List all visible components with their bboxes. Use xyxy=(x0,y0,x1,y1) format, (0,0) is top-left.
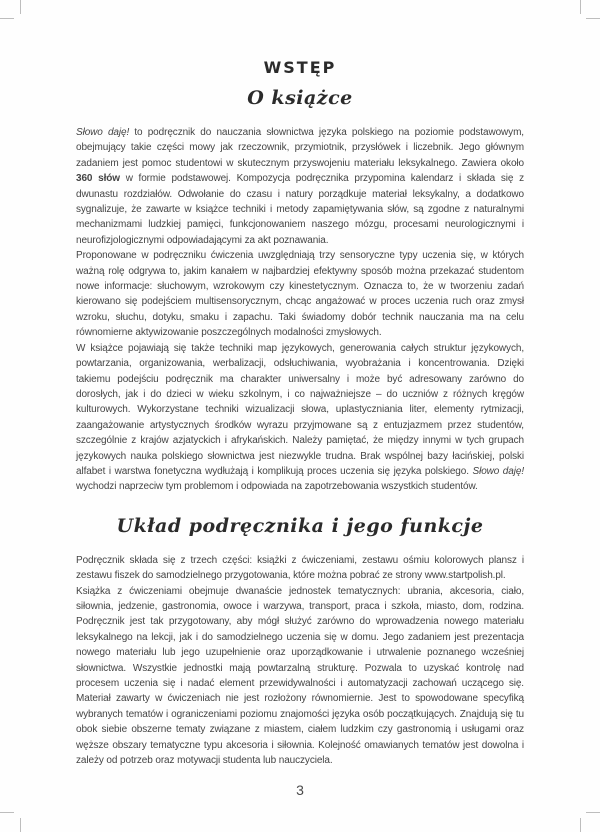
section-body-layout-functions xyxy=(76,553,524,769)
crop-mark-top-right-horizontal xyxy=(586,18,600,19)
text-run: Słowo daję! xyxy=(472,465,524,477)
text-run: W książce pojawiają się także techniki map językowych, generowania całych struktur językowych, powtarzania, organizowania, werbalizacji, odsłuchiwania, wyobrażania i koncentrowania. Dzięki takiemu podejściu podręcznik ma charakter uniwersalny i może być adresowany zarówno do dorosłych, jak i do dzieci w wieku szkolnym, i co najważniejsze – do uczniów z różnych kręgów kulturowych. Wykorzystane techniki wizualizacji słowa, uplastyczniania liter, elementy rytmizacji, zaangażowanie artystycznych środków wyrazu przyjmowane są z entuzjazmem przez studentów, szczególnie z krajów azjatyckich i afrykańskich. Należy pamiętać, że między innymi w tych grupach językowych nauka polskiego słownictwa jest niezwykle trudna. Brak wspólnej bazy łacińskiej, polski alfabet i warstwa fonetyczna wydłużają i komplikują proces uczenia się języka polskiego. xyxy=(76,342,524,477)
section-body-about-book xyxy=(76,125,524,495)
section-layout-functions xyxy=(76,515,524,769)
paragraph xyxy=(76,125,524,248)
paragraph xyxy=(76,584,524,769)
text-run: w formie podstawowej. Kompozycja podręcznika przypomina kalendarz i składa się z dwunastu rozdziałów. Odwołanie do czasu i natury porządkuje materiał leksykalny, a dodatkowo sygnalizuje, że zawarte w książce techniki i metody zapamiętywania słów, są zgodne z naturalnymi mechanizmami ludzkiej pamięci, funkcjonowaniem naszego mózgu, procesami neurologicznymi i neurofizjologicznymi odpowiadającymi za akt poznawania. xyxy=(76,173,524,246)
crop-mark-bottom-right-vertical xyxy=(580,818,581,832)
crop-mark-top-left-horizontal xyxy=(0,18,14,19)
crop-mark-bottom-left-vertical xyxy=(20,818,21,832)
section-heading-layout-functions: Układ podręcznika i jego funkcje xyxy=(116,514,484,537)
crop-mark-top-left-vertical xyxy=(20,0,21,14)
page-number: 3 xyxy=(296,782,304,798)
text-run: Książka z ćwiczeniami obejmuje dwanaście jednostek tematycznych: ubrania, akcesoria, ciało, siłownia, jedzenie, gastronomia, owoce i warzywa, transport, praca i szkoła, miasto, dom, rodzina. Podręcznik jest tak przygotowany, aby mógł służyć zarówno do wprowadzenia nowego materiału leksykalnego na lekcji, jak i do samodzielnego uczenia się w domu. Jego zadaniem jest prezentacja nowego materiału lub jego uzupełnienie oraz uporządkowanie i utrwalenie poznanego wcześniej słownictwa. Wszystkie jednostki mają powtarzalną strukturę. Pozwala to uzyskać kontrolę nad procesem uczenia się i nadać element przewidywalności i automatyzacji zachowań uczącego się. Materiał zawarty w ćwiczeniach nie jest rozłożony równomiernie. Jest to spowodowane specyfiką wybranych tematów i ograniczeniami poziomu znajomości języka osób początkujących. Znajdują się tu obok siebie obszerne tematy związane z miastem, ciałem ludzkim czy gastronomią i usługami oraz węższe obszary tematyczne typu akcesoria i siłownia. Kolejność omawianych tematów jest dowolna i zależy od potrzeb oraz motywacji studenta lub nauczyciela. xyxy=(76,585,524,767)
paragraph xyxy=(76,341,524,495)
page-content xyxy=(76,58,524,768)
section-about-book xyxy=(76,87,524,495)
text-run: 360 słów xyxy=(76,173,120,185)
crop-mark-top-right-vertical xyxy=(580,0,581,14)
text-run: Proponowane w podręczniku ćwiczenia uwzględniają trzy sensoryczne typy uczenia się, w których ważną rolę odgrywa to, jakim kanałem w najbardziej efektywny sposób można przekazać studentom nowe informacje: słuchowym, wzrokowym czy kinestetycznym. Oznacza to, że w tworzeniu zadań kierowano się podejściem multisensorycznym, chcąc angażować w proces uczenia ruch oraz zmysł wzroku, słuchu, dotyku, smaku i zapachu. Taki świadomy dobór technik nauczania ma na celu równomierne aktywizowanie poszczególnych modalności zmysłowych. xyxy=(76,250,524,339)
page-title: WSTĘP xyxy=(263,58,337,77)
crop-mark-bottom-left-horizontal xyxy=(0,812,14,813)
paragraph xyxy=(76,248,524,340)
text-run: wychodzi naprzeciw tym problemom i odpowiada na zapotrzebowania wszystkich studentów. xyxy=(76,481,478,493)
paragraph xyxy=(76,553,524,584)
crop-mark-bottom-right-horizontal xyxy=(586,812,600,813)
text-run: Podręcznik składa się z trzech części: książki z ćwiczeniami, zestawu ośmiu kolorowych plansz i zestawu fiszek do samodzielnego przygotowania, które można pobrać ze strony www.startpolish.pl. xyxy=(76,554,524,582)
section-heading-about-book: O książce xyxy=(247,87,353,109)
text-run: Słowo daję! xyxy=(76,127,130,138)
text-run: to podręcznik do nauczania słownictwa języka polskiego na poziomie podstawowym, obejmujący takie części mowy jak rzeczownik, przymiotnik, przysłówek i liczebnik. Jego głównym zadaniem jest pomoc studentowi w skutecznym przyswojeniu materiału leksykalnego. Zawiera około xyxy=(76,127,524,169)
